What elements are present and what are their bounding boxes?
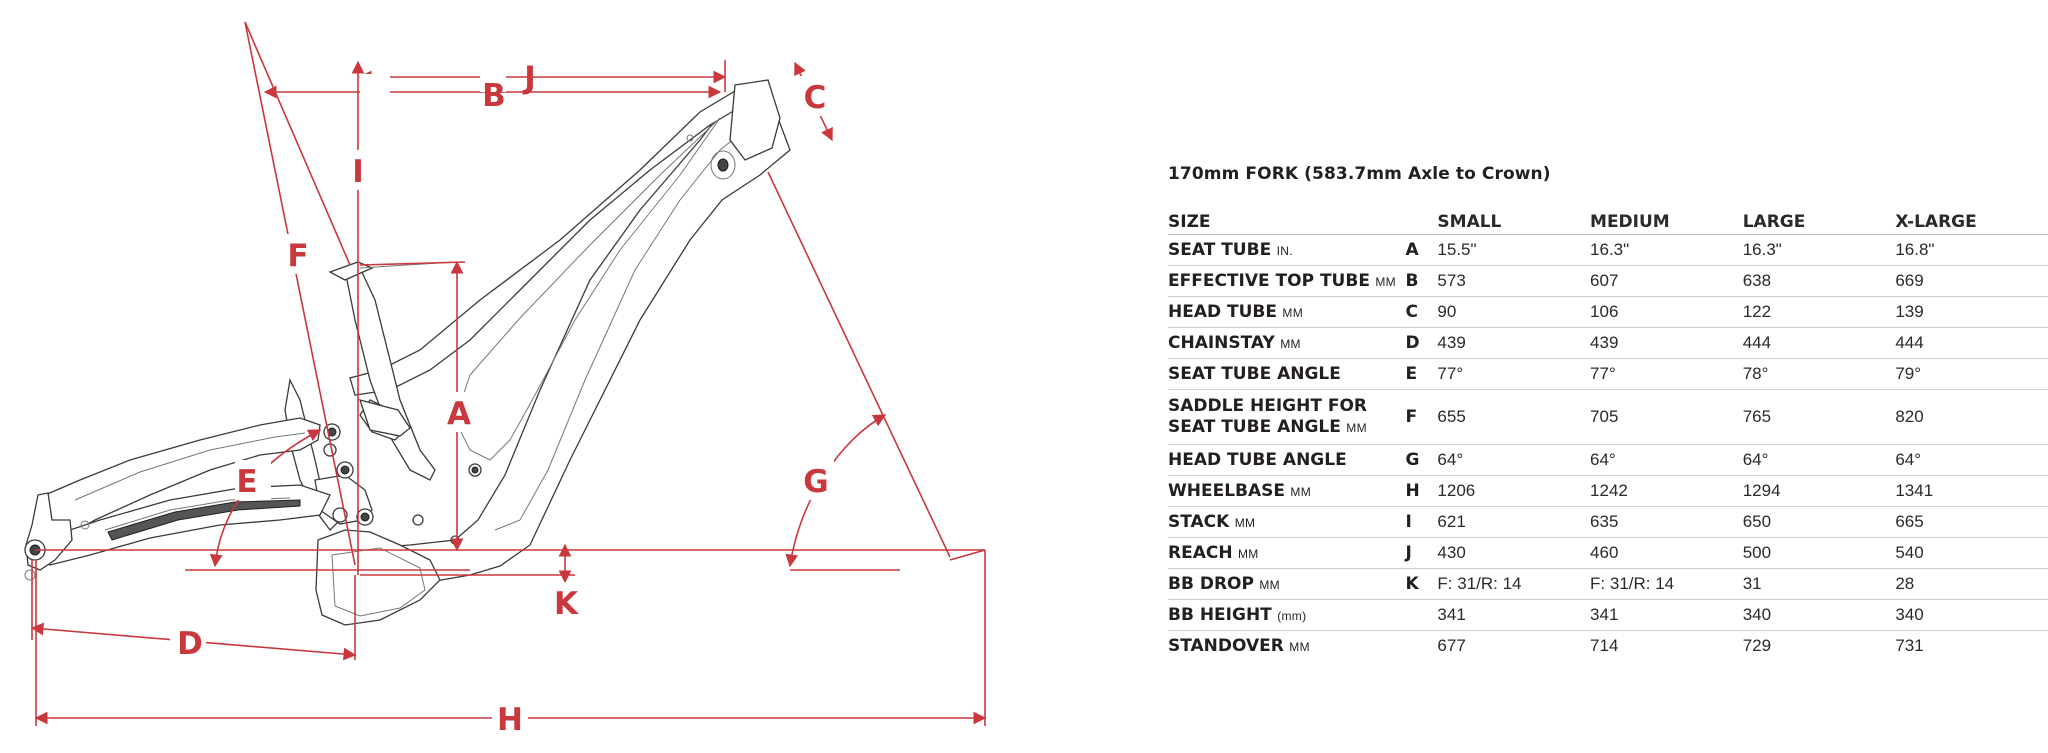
row-parameter — [1168, 476, 1405, 507]
table-row — [1168, 328, 2048, 359]
parameter-code: F — [1405, 390, 1437, 445]
value-small: 677 — [1437, 636, 1466, 655]
parameter-name: CHAINSTAY — [1168, 332, 1275, 353]
value-large: 444 — [1743, 328, 1896, 359]
value-xlarge: 444 — [1895, 328, 2048, 359]
header-medium: MEDIUM — [1590, 204, 1743, 235]
value-large: 16.3" — [1743, 235, 1896, 266]
row-parameter — [1168, 445, 1405, 476]
parameter-code: C — [1405, 297, 1437, 328]
parameter-code: A — [1405, 235, 1437, 266]
label-a: A — [447, 396, 471, 432]
parameter-unit: MM — [1289, 639, 1310, 654]
row-parameter — [1168, 507, 1405, 538]
value-xlarge: 1341 — [1895, 476, 2048, 507]
value-medium: 341 — [1590, 600, 1743, 631]
value-medium: 106 — [1590, 297, 1743, 328]
parameter-unit: MM — [1234, 515, 1256, 530]
parameter-unit: MM — [1259, 577, 1280, 592]
value-small: 1206 — [1437, 476, 1590, 507]
parameter-code — [1405, 631, 1437, 662]
value-small: 90 — [1437, 297, 1590, 328]
parameter-name: BB DROP — [1168, 573, 1254, 594]
row-parameter — [1168, 569, 1405, 600]
value-small: F: 31/R: 14 — [1437, 569, 1590, 600]
geometry-table — [1168, 204, 2048, 661]
value-xlarge: 340 — [1895, 600, 2048, 631]
value-xlarge: 139 — [1895, 297, 2048, 328]
value-medium: 77° — [1590, 359, 1743, 390]
parameter-unit: IN. — [1276, 243, 1293, 258]
value-medium: 705 — [1590, 390, 1743, 445]
row-parameter — [1168, 359, 1405, 390]
value-medium: 16.3" — [1590, 235, 1743, 266]
value-xlarge: 28 — [1895, 569, 2048, 600]
parameter-unit: MM — [1375, 274, 1396, 289]
value-small: 573 — [1437, 266, 1590, 297]
label-i: I — [352, 154, 364, 190]
value-large: 500 — [1743, 538, 1896, 569]
parameter-code: B — [1405, 266, 1437, 297]
value-medium: 439 — [1590, 328, 1743, 359]
parameter-unit: MM — [1290, 484, 1312, 499]
label-j: J — [524, 60, 536, 96]
row-parameter — [1168, 266, 1405, 297]
table-row — [1168, 266, 2048, 297]
value-large: 64° — [1743, 445, 1896, 476]
parameter-name: SEAT TUBE — [1168, 239, 1272, 260]
parameter-name: STACK — [1168, 511, 1230, 532]
parameter-code: K — [1405, 569, 1437, 600]
parameter-code — [1405, 600, 1437, 631]
table-header-row — [1168, 204, 2048, 235]
table-row — [1168, 507, 2048, 538]
parameter-name: REACH — [1168, 542, 1233, 563]
frame-geometry-diagram — [0, 0, 1000, 753]
parameter-name: HEAD TUBE — [1168, 301, 1277, 322]
label-e: E — [236, 464, 258, 500]
value-large: 78° — [1743, 359, 1896, 390]
value-small: 439 — [1437, 328, 1590, 359]
value-large: 31 — [1743, 569, 1896, 600]
label-g: G — [803, 464, 829, 500]
parameter-name: WHEELBASE — [1168, 480, 1286, 501]
parameter-unit: MM — [1280, 336, 1301, 351]
value-medium: F: 31/R: 14 — [1590, 569, 1743, 600]
table-row — [1168, 297, 2048, 328]
parameter-code: G — [1405, 445, 1437, 476]
label-h: H — [497, 702, 523, 738]
table-row — [1168, 476, 2048, 507]
value-medium: 1242 — [1590, 476, 1743, 507]
value-large: 1294 — [1743, 476, 1896, 507]
value-medium: 460 — [1590, 538, 1743, 569]
value-xlarge: 64° — [1895, 445, 2048, 476]
value-large: 340 — [1743, 600, 1896, 631]
value-medium: 64° — [1590, 445, 1743, 476]
table-row — [1168, 390, 2048, 445]
value-xlarge: 731 — [1895, 636, 1924, 655]
header-small: SMALL — [1437, 204, 1590, 235]
table-row — [1168, 235, 2048, 266]
value-medium: 607 — [1590, 266, 1743, 297]
header-size: SIZE — [1168, 204, 1405, 235]
parameter-code: D — [1405, 328, 1437, 359]
label-b: B — [482, 78, 506, 114]
row-parameter — [1168, 297, 1405, 328]
parameter-code: E — [1405, 359, 1437, 390]
label-d: D — [177, 626, 203, 662]
value-large: 650 — [1743, 507, 1896, 538]
value-small: 655 — [1437, 390, 1590, 445]
value-xlarge: 16.8" — [1895, 235, 2048, 266]
parameter-code: J — [1405, 538, 1437, 569]
value-large: 638 — [1743, 266, 1896, 297]
value-small: 430 — [1437, 538, 1590, 569]
value-small: 77° — [1437, 359, 1590, 390]
value-xlarge: 79° — [1895, 359, 2048, 390]
table-row — [1168, 631, 2048, 662]
table-body — [1168, 235, 2048, 662]
row-parameter — [1168, 328, 1405, 359]
row-parameter — [1168, 631, 1405, 662]
value-small: 15.5" — [1437, 235, 1590, 266]
row-parameter — [1168, 235, 1405, 266]
header-code — [1405, 204, 1437, 235]
parameter-code: I — [1405, 507, 1437, 538]
parameter-name: STANDOVER — [1168, 635, 1284, 656]
parameter-unit: MM — [1282, 305, 1303, 320]
parameter-unit: MM — [1237, 546, 1259, 561]
parameter-name: BB HEIGHT — [1168, 604, 1272, 625]
parameter-unit: MM — [1346, 421, 1367, 435]
parameter-name: HEAD TUBE ANGLE — [1168, 449, 1347, 470]
parameter-name: EFFECTIVE TOP TUBE — [1168, 270, 1370, 291]
row-parameter — [1168, 600, 1405, 631]
table-row — [1168, 569, 2048, 600]
table-row — [1168, 359, 2048, 390]
value-large: 765 — [1743, 390, 1896, 445]
label-k: K — [553, 586, 579, 622]
label-f: F — [287, 238, 309, 274]
value-large: 122 — [1743, 297, 1896, 328]
row-parameter — [1168, 390, 1405, 445]
value-medium: 714 — [1590, 636, 1619, 655]
table-row — [1168, 538, 2048, 569]
geometry-table-section — [1168, 164, 2048, 661]
parameter-name: SADDLE HEIGHT FOR — [1168, 396, 1368, 416]
parameter-name-line2: SEAT TUBE ANGLE — [1168, 417, 1341, 437]
table-row — [1168, 600, 2048, 631]
fork-title: 170mm FORK (583.7mm Axle to Crown) — [1168, 164, 1551, 184]
parameter-code: H — [1405, 476, 1437, 507]
table-row — [1168, 445, 2048, 476]
value-xlarge: 540 — [1895, 538, 2048, 569]
row-parameter — [1168, 538, 1405, 569]
value-small: 64° — [1437, 445, 1590, 476]
bike-frame-drawing — [25, 80, 790, 625]
label-c: C — [803, 80, 827, 116]
value-xlarge: 665 — [1895, 507, 2048, 538]
value-xlarge: 669 — [1895, 266, 2048, 297]
dimension-lines — [32, 22, 985, 726]
parameter-unit: (mm) — [1277, 608, 1307, 623]
value-large: 729 — [1742, 636, 1772, 655]
value-small: 621 — [1437, 507, 1590, 538]
value-xlarge: 820 — [1895, 390, 2048, 445]
value-medium: 635 — [1590, 507, 1743, 538]
header-xlarge: X-LARGE — [1895, 204, 2048, 235]
parameter-name: SEAT TUBE ANGLE — [1168, 363, 1341, 384]
header-large: LARGE — [1743, 204, 1896, 235]
value-small: 341 — [1437, 600, 1590, 631]
